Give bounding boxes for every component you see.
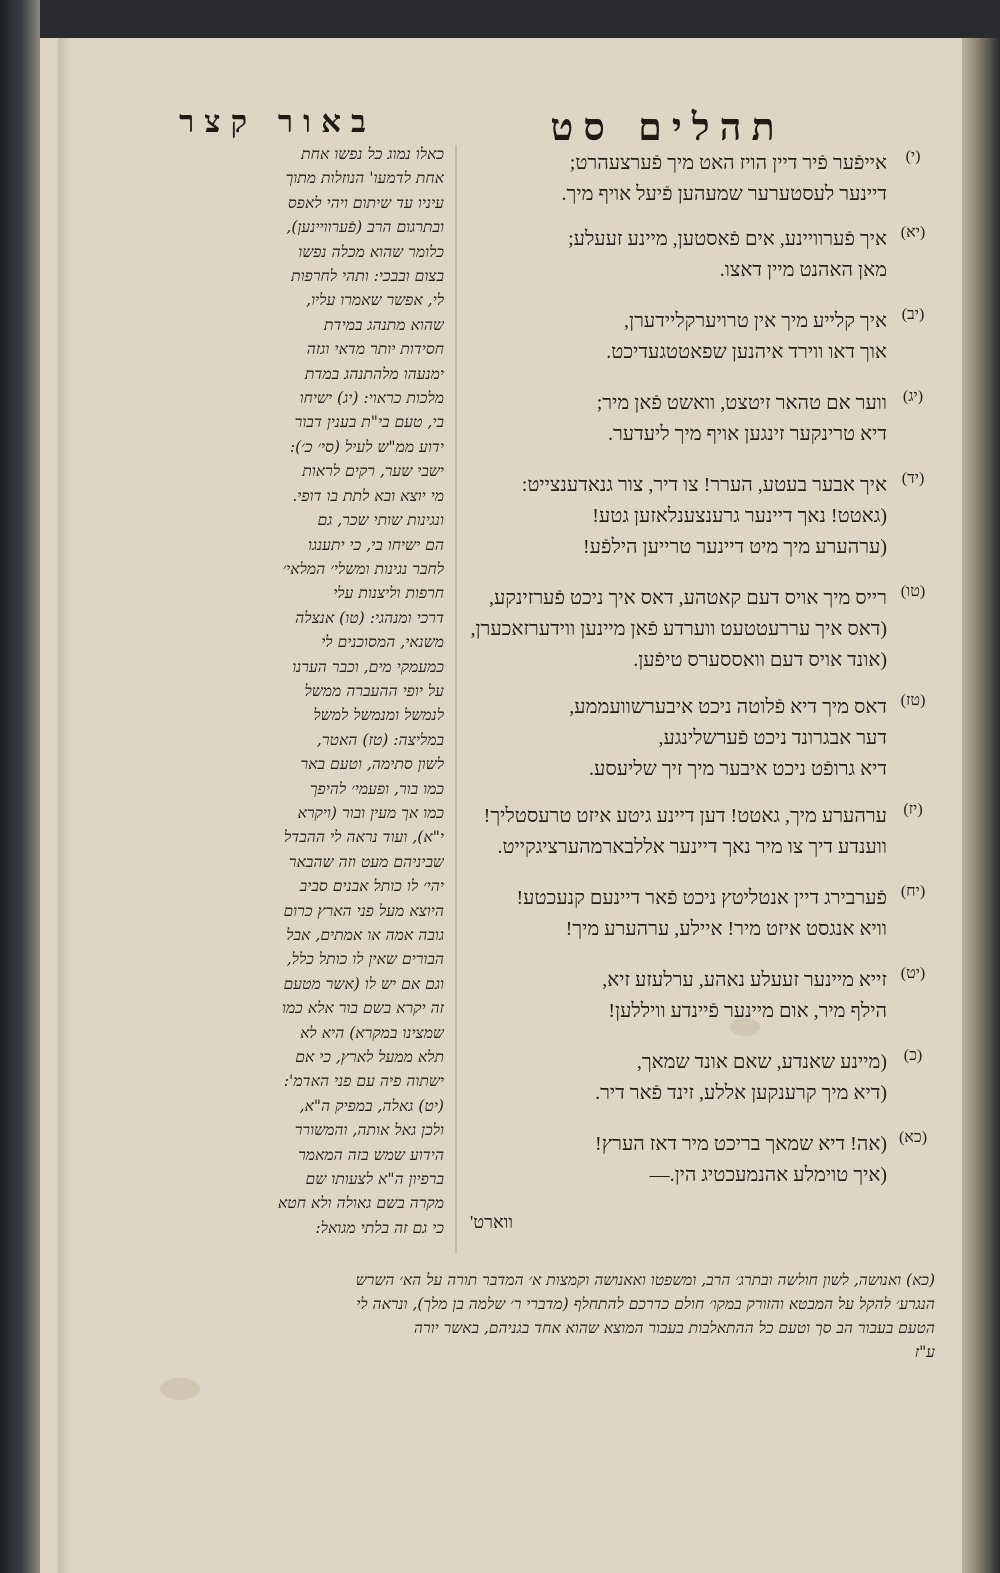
verse-line: (אה! דיא שמאך בריכט מיר דאז הערץ! xyxy=(595,1133,887,1155)
verse-line: ווענדע דיך צו מיר נאך דיינער אללבארמהערציגקייט. xyxy=(497,836,887,858)
verse xyxy=(455,801,935,863)
commentary-line: משנאי, המסוכנים לי xyxy=(321,633,444,652)
verse-line: איך פֿערוויינע, אים פֿאסטען, מיינע זעעלע; xyxy=(568,228,887,250)
verse-number: (כ) xyxy=(903,1047,923,1064)
commentary-line: יהי׳ לו כותל אבנים סביב xyxy=(299,877,444,896)
verse-line: דער אבגרונד ניכט פֿערשלינגע, xyxy=(658,727,887,749)
verse-line: מאן האהנט מיין דאצו. xyxy=(719,259,887,281)
commentary-line: י"א), ועוד נראה לי ההבדל xyxy=(283,828,444,847)
verse-line: זייא מיינער זעעלע נאהע, ערלעזע זיא, xyxy=(602,969,887,991)
commentary-line: חרפות וליצנות עלי xyxy=(333,584,444,603)
commentary-line: על יופי ההעברה ממשל xyxy=(304,681,444,700)
commentary-line: דרכי ומנהגי: (טו) אנצלה xyxy=(295,608,444,627)
commentary-line: לנמשל ומנמשל למשל xyxy=(313,706,444,725)
verse-line: אייפֿער פֿיר דיין הויז האט מיך פֿערצעהרט; xyxy=(569,152,887,174)
commentary-line: חסידות יותר מדאי וגזה xyxy=(306,340,444,359)
commentary-line: היוצא מעל פני הארץ כרום xyxy=(283,901,444,920)
verse-number: (טז) xyxy=(900,692,926,709)
verse-line: (ערהערע מיך מיט דיינער טרייען הילפֿע! xyxy=(583,536,887,558)
verse-line: אוך דאו ווירד איהנען שפאטטגעדיכט. xyxy=(606,341,887,363)
verse xyxy=(455,583,935,676)
verse-line: איך אבער בעטע, הערר! צו דיר, צור גנאדענצייט: xyxy=(521,474,887,496)
commentary-line: הם ישיחו בי, כי יתענגו xyxy=(307,535,444,554)
commentary-line: מקרה בשם גאולה ולא חטא xyxy=(277,1194,444,1213)
commentary-line: ימנעהו מלהתנהג במדת xyxy=(304,364,444,383)
verse xyxy=(455,1047,935,1109)
verse-line: (דאס איך עררעטטעט ווערדע פֿאן מיינען ווידערזאכערן, xyxy=(470,618,887,640)
verse xyxy=(455,883,935,945)
commentary-line: כמו אך מעין ובור (ויקרא xyxy=(297,803,444,822)
verse-line: איך קלייע מיך אין טרויערקליידערן, xyxy=(623,310,887,332)
verse-line: דיינער לעסטערער שמעהען פֿיעל אויף מיך. xyxy=(561,183,887,205)
verse-number: (יז) xyxy=(903,801,923,818)
verse-line: דאס מיך דיא פֿלוטה ניכט איבערשוועממע, xyxy=(569,696,887,718)
verse-line: (דיא מיך קרענקען אללע, זינד פֿאר דיר. xyxy=(595,1082,887,1104)
verse-line: (מיינע שאנדע, שאם אונד שמאך, xyxy=(636,1051,887,1073)
commentary-line: כאלו נמוג כל נפשו אחת xyxy=(301,145,444,163)
verse-number: (יח) xyxy=(900,883,926,900)
commentary-line: תלא ממעל לארץ, כי אם xyxy=(295,1048,444,1067)
verse-line: דיא טרינקער זינגען אויף מיך ליעדער. xyxy=(607,423,887,445)
verse-number: (יד) xyxy=(901,470,925,487)
verse-line: (גאטט! נאך דיינער גרענצענלאזען גטע! xyxy=(592,505,887,527)
verse-line: דיא גרופֿט ניכט איבער מיך זיך שליעסע. xyxy=(589,758,887,780)
verse-number: (י) xyxy=(905,148,921,165)
verse-line: ערהערע מיך, גאטט! דען דיינע גיטע איזט טרעסטליך! xyxy=(483,805,887,827)
verse xyxy=(455,692,935,785)
commentary-line: כמו בור, ופעמי׳ להיפך xyxy=(309,779,444,798)
verse-number: (יט) xyxy=(900,965,926,982)
commentary-line: לחבר נגינות ומשלי׳ המלאי׳ xyxy=(282,559,444,578)
commentary-line: ידוע ממ"ש לעיל (סי׳ כ׳): xyxy=(289,437,444,456)
footnote-line: (כא) ואנושה, לשון חולשה ובתרג׳ הרב, ומשפטו ואאנושה וקמצות א׳ המדבר תורה על הא׳ השרש xyxy=(355,1271,935,1289)
footnote-line: הנגרע׳ להקל על המבטא והזורק במקו׳ חולם כדרכם להתחלף (מדברי ר׳ שלמה בן מלך), ונראה לי xyxy=(356,1295,935,1313)
commentary-line: כי גם זה בלתי מגואל: xyxy=(315,1218,444,1237)
footnote-line: ע"ז xyxy=(914,1343,935,1361)
page-title-commentary: באור קצר xyxy=(179,104,376,140)
commentary-line: אחת לדמעו' הנוזלות מתוך xyxy=(285,169,444,188)
verse xyxy=(455,388,935,450)
commentary-line: ולכן גאל אותה, והמשורר xyxy=(294,1121,444,1140)
commentary-line: לי, אפשר שאמרו עליו, xyxy=(306,291,444,310)
commentary-line: מי יוצא ובא לתת בו דופי. xyxy=(292,486,444,505)
verse-line: ווער אם טהאר זיטצט, וואשט פֿאן מיר; xyxy=(596,392,887,414)
commentary-line: זה יקרא בשם בור אלא כמו xyxy=(281,999,444,1018)
page-title-psalms: תהלים סט xyxy=(550,104,785,149)
verse-line: (איך טוימלע אהנמעכטיג הין.— xyxy=(649,1164,887,1186)
verse xyxy=(455,306,935,368)
commentary-line: שמצינו במקרא) היא לא xyxy=(300,1023,444,1042)
commentary-line: שהוא מתנהג במידת xyxy=(324,315,444,334)
commentary-line: גובה אמה או אמתים, אבל xyxy=(286,926,444,944)
verse-line: (אונד אויס דעם וואססערס טיפֿען. xyxy=(633,649,887,671)
commentary-line: ישתוה פיה עם פני האדמ': xyxy=(283,1072,444,1091)
commentary-line: שביניהם מעט וזה שהבאר xyxy=(288,852,444,871)
commentary-line: ברפיון ה"א לצעותו שם xyxy=(305,1170,444,1189)
verse-line: הילף מיר, אום מיינער פֿיינדע וויללען! xyxy=(608,1000,887,1022)
commentary-line: (יט) גאלה, במפיק ה"א, xyxy=(299,1096,444,1115)
commentary-line: עיניו עד שיתום ויהי לאפס xyxy=(287,193,444,212)
verse-number: (כא) xyxy=(898,1129,928,1146)
footnote xyxy=(165,1268,935,1364)
commentary-line: לשון סתימה, וטעם באר xyxy=(300,755,444,774)
verse xyxy=(455,1129,935,1191)
commentary-line: וגם אם יש לו (אשר מטעם xyxy=(283,974,444,993)
commentary-line: ונגינות שותי שכר, גם xyxy=(317,511,444,530)
footnote-line: הטעם בעבור הב סך וטעם כל ההתאלבות בעבור המוצא שהוא אחד בגניהם, באשר יורה xyxy=(413,1319,935,1337)
commentary-line: כלומר שהוא מכלה נפשו xyxy=(298,242,444,261)
page-gutter xyxy=(962,38,1000,1573)
commentary-line: בי, טעם בי"ת בענין דבור xyxy=(294,413,444,432)
verse-number: (יב) xyxy=(901,306,925,323)
commentary-line: מלכות כראוי: (יג) ישיחו xyxy=(299,389,444,408)
verse-line: רייס מיך אויס דעם קאטהע, דאס איך ניכט פֿערזינקע, xyxy=(488,587,887,609)
commentary-line: הידוע שמש בזה המאמר xyxy=(298,1145,444,1164)
verse-line: פֿערבירג דיין אנטליטץ ניכט פֿאר דיינעם קנעכטע! xyxy=(516,887,887,909)
verse-number: (יג) xyxy=(902,388,924,405)
commentary-line: כמעמקי מים, וכבר הערנו xyxy=(292,657,444,676)
verse xyxy=(455,148,935,210)
translation-column xyxy=(455,148,935,1205)
commentary-line: במליצה: (טז) האטר, xyxy=(316,730,444,749)
catchword: ווארט' xyxy=(470,1212,513,1232)
verse xyxy=(455,224,935,286)
commentary-line: ובתרגום הרב (פֿערוויינען), xyxy=(286,218,444,237)
commentary-column xyxy=(168,142,444,1240)
verse-number: (טו) xyxy=(900,583,926,600)
page-edge xyxy=(58,38,72,1573)
verse-number: (יא) xyxy=(900,224,926,241)
commentary-line: הבורים שאין לו כותל כלל, xyxy=(286,950,444,969)
book-spine xyxy=(0,0,40,1573)
verse-line: וויא אנגסט איזט מיר! איילע, ערהערע מיך! xyxy=(565,918,887,940)
commentary-line: ישבי שער, רקים לראות xyxy=(302,462,444,481)
verse xyxy=(455,965,935,1027)
verse xyxy=(455,470,935,563)
commentary-line: בצום ובבכי: ותהי לחרפות xyxy=(291,267,444,286)
